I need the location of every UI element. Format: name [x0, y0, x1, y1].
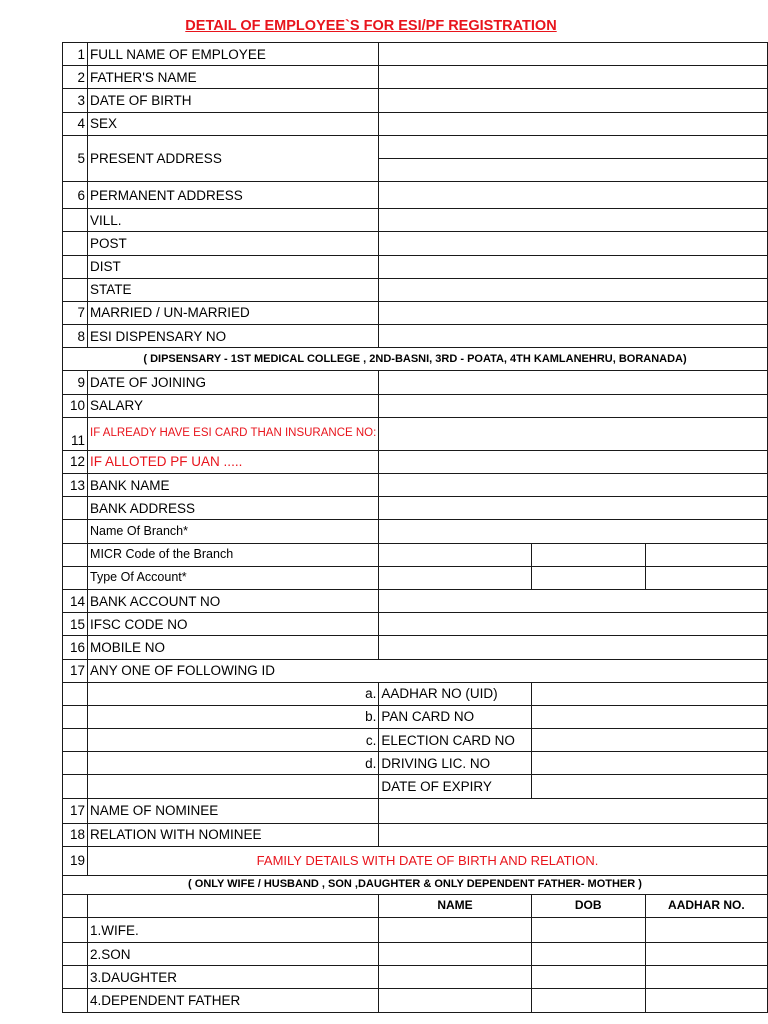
family-dob-input-cell[interactable] [531, 966, 645, 989]
form-row [63, 659, 768, 682]
row-number-empty [63, 682, 88, 705]
form-row [63, 450, 768, 473]
field-label: SEX [88, 112, 379, 135]
family-header-empty [88, 894, 379, 917]
family-dob-input-cell[interactable] [531, 943, 645, 966]
row-number: 1 [63, 43, 88, 66]
dispensary-note: ( DIPSENSARY - 1ST MEDICAL COLLEGE , 2ND-BASNI, 3RD - POATA, 4TH KAMLANEHRU, BORANADA) [63, 348, 768, 371]
family-note: ( ONLY WIFE / HUSBAND , SON ,DAUGHTER & ONLY DEPENDENT FATHER- MOTHER ) [63, 875, 768, 894]
row-number-empty [63, 752, 88, 775]
election-card-input-cell[interactable] [531, 729, 767, 752]
row-number-empty [63, 232, 88, 255]
form-row [63, 846, 768, 875]
form-row [63, 182, 768, 209]
family-row [63, 943, 768, 966]
field-label: PERMANENT ADDRESS [88, 182, 379, 209]
field-label: AADHAR NO (UID) [379, 682, 531, 705]
micr-input-cell-2[interactable] [531, 543, 645, 566]
row-number-empty [63, 729, 88, 752]
state-input-cell[interactable] [379, 278, 768, 301]
form-row [63, 798, 768, 823]
form-row [63, 613, 768, 636]
present-address-line-2[interactable] [379, 158, 768, 181]
field-label: FULL NAME OF EMPLOYEE [88, 43, 379, 66]
field-label: FATHER'S NAME [88, 66, 379, 89]
row-number: 5 [63, 135, 88, 181]
field-label: MICR Code of the Branch [88, 543, 379, 566]
family-dob-input-cell[interactable] [531, 989, 645, 1012]
bank-name-input-cell[interactable] [379, 474, 768, 497]
row-number: 17 [63, 659, 88, 682]
present-address-line-1[interactable] [379, 135, 768, 158]
family-name-input-cell[interactable] [379, 966, 531, 989]
full-name-input-cell[interactable] [379, 43, 768, 66]
row-number-empty [63, 943, 88, 966]
father-name-input-cell[interactable] [379, 66, 768, 89]
field-label: BANK ACCOUNT NO [88, 589, 379, 612]
form-row [63, 301, 768, 324]
account-type-input-cell-3[interactable] [645, 566, 767, 589]
form-row [63, 394, 768, 417]
family-relation-label: 2.SON [88, 943, 379, 966]
ifsc-input-cell[interactable] [379, 613, 768, 636]
row-number-empty [63, 894, 88, 917]
form-row [63, 43, 768, 66]
form-row [63, 417, 768, 450]
row-number-empty [63, 543, 88, 566]
esi-dispensary-input-cell[interactable] [379, 325, 768, 348]
mobile-input-cell[interactable] [379, 636, 768, 659]
field-label: STATE [88, 278, 379, 301]
family-relation-label: 1.WIFE. [88, 918, 379, 943]
field-label: DRIVING LIC. NO [379, 752, 531, 775]
row-number: 2 [63, 66, 88, 89]
field-label: POST [88, 232, 379, 255]
aadhar-input-cell[interactable] [531, 682, 767, 705]
field-label: VILL. [88, 209, 379, 232]
field-label: MOBILE NO [88, 636, 379, 659]
salary-input-cell[interactable] [379, 394, 768, 417]
district-input-cell[interactable] [379, 255, 768, 278]
expiry-date-input-cell[interactable] [531, 775, 767, 798]
row-number-empty [63, 255, 88, 278]
row-number-empty [63, 705, 88, 728]
registration-form-table [62, 42, 768, 1013]
family-header-dob: DOB [531, 894, 645, 917]
row-number: 10 [63, 394, 88, 417]
id-letter: a. [88, 682, 379, 705]
family-header-aadhar: AADHAR NO. [645, 894, 767, 917]
nominee-name-input-cell[interactable] [379, 798, 768, 823]
form-row [63, 589, 768, 612]
field-label: PAN CARD NO [379, 705, 531, 728]
field-label: BANK NAME [88, 474, 379, 497]
row-number: 11 [63, 417, 88, 450]
form-row [63, 875, 768, 894]
field-label: IFSC CODE NO [88, 613, 379, 636]
row-number-empty [63, 989, 88, 1012]
dob-input-cell[interactable] [379, 89, 768, 112]
family-name-input-cell[interactable] [379, 918, 531, 943]
row-number-empty [63, 966, 88, 989]
account-type-input-cell-2[interactable] [531, 566, 645, 589]
form-row [63, 775, 768, 798]
row-number-empty [63, 918, 88, 943]
id-letter-empty [88, 775, 379, 798]
form-row [63, 705, 768, 728]
family-dob-input-cell[interactable] [531, 918, 645, 943]
sex-input-cell[interactable] [379, 112, 768, 135]
form-row [63, 232, 768, 255]
field-label: DATE OF JOINING [88, 371, 379, 394]
family-relation-label: 4.DEPENDENT FATHER [88, 989, 379, 1012]
row-number: 8 [63, 325, 88, 348]
row-number: 15 [63, 613, 88, 636]
row-number-empty [63, 278, 88, 301]
row-number: 13 [63, 474, 88, 497]
family-aadhar-input-cell[interactable] [645, 966, 767, 989]
field-label: PRESENT ADDRESS [88, 135, 379, 181]
form-row [63, 823, 768, 846]
form-row [63, 636, 768, 659]
family-row [63, 966, 768, 989]
joining-date-input-cell[interactable] [379, 371, 768, 394]
marital-status-input-cell[interactable] [379, 301, 768, 324]
form-row [63, 752, 768, 775]
form-row [63, 497, 768, 520]
id-letter: c. [88, 729, 379, 752]
field-label: SALARY [88, 394, 379, 417]
pan-input-cell[interactable] [531, 705, 767, 728]
nominee-relation-input-cell[interactable] [379, 823, 768, 846]
family-relation-label: 3.DAUGHTER [88, 966, 379, 989]
form-row [63, 371, 768, 394]
row-number: 3 [63, 89, 88, 112]
form-row [63, 66, 768, 89]
id-letter: d. [88, 752, 379, 775]
family-details-heading: FAMILY DETAILS WITH DATE OF BIRTH AND RELATION. [88, 846, 768, 875]
row-number: 17 [63, 798, 88, 823]
field-label: Name Of Branch* [88, 520, 379, 543]
row-number: 14 [63, 589, 88, 612]
field-label: ELECTION CARD NO [379, 729, 531, 752]
row-number-empty [63, 209, 88, 232]
village-input-cell[interactable] [379, 209, 768, 232]
account-no-input-cell[interactable] [379, 589, 768, 612]
field-label: DATE OF BIRTH [88, 89, 379, 112]
field-label: Type Of Account* [88, 566, 379, 589]
form-row [63, 89, 768, 112]
form-row [63, 348, 768, 371]
form-title: DETAIL OF EMPLOYEE`S FOR ESI/PF REGISTRATION [185, 18, 557, 34]
row-number: 18 [63, 823, 88, 846]
form-row [63, 520, 768, 543]
driving-licence-input-cell[interactable] [531, 752, 767, 775]
family-name-input-cell[interactable] [379, 943, 531, 966]
family-row [63, 989, 768, 1012]
row-number: 6 [63, 182, 88, 209]
row-number: 19 [63, 846, 88, 875]
family-aadhar-input-cell[interactable] [645, 989, 767, 1012]
id-letter: b. [88, 705, 379, 728]
form-row [63, 474, 768, 497]
form-row [63, 894, 768, 917]
insurance-no-input-cell[interactable] [379, 417, 768, 450]
pf-uan-input-cell[interactable] [379, 450, 768, 473]
field-label: NAME OF NOMINEE [88, 798, 379, 823]
family-aadhar-input-cell[interactable] [645, 918, 767, 943]
field-label: ANY ONE OF FOLLOWING ID [88, 659, 768, 682]
form-row [63, 112, 768, 135]
post-input-cell[interactable] [379, 232, 768, 255]
field-label: IF ALREADY HAVE ESI CARD THAN INSURANCE NO: [88, 417, 379, 450]
field-label: DATE OF EXPIRY [379, 775, 531, 798]
field-label: RELATION WITH NOMINEE [88, 823, 379, 846]
family-name-input-cell[interactable] [379, 989, 531, 1012]
row-number: 9 [63, 371, 88, 394]
micr-input-cell-1[interactable] [379, 543, 531, 566]
family-aadhar-input-cell[interactable] [645, 943, 767, 966]
field-label: BANK ADDRESS [88, 497, 379, 520]
form-row [63, 255, 768, 278]
row-number-empty [63, 775, 88, 798]
form-row [63, 209, 768, 232]
permanent-address-input-cell[interactable] [379, 182, 768, 209]
form-row [63, 543, 768, 566]
row-number: 7 [63, 301, 88, 324]
field-label: DIST [88, 255, 379, 278]
micr-input-cell-3[interactable] [645, 543, 767, 566]
family-header-name: NAME [379, 894, 531, 917]
field-label: ESI DISPENSARY NO [88, 325, 379, 348]
row-number-empty [63, 566, 88, 589]
row-number: 12 [63, 450, 88, 473]
form-row [63, 566, 768, 589]
branch-name-input-cell[interactable] [379, 520, 768, 543]
field-label: IF ALLOTED PF UAN ..... [88, 450, 379, 473]
family-row [63, 918, 768, 943]
row-number-empty [63, 520, 88, 543]
account-type-input-cell-1[interactable] [379, 566, 531, 589]
bank-address-input-cell[interactable] [379, 497, 768, 520]
form-row [63, 278, 768, 301]
row-number: 4 [63, 112, 88, 135]
field-label: MARRIED / UN-MARRIED [88, 301, 379, 324]
form-row [63, 325, 768, 348]
form-row [63, 682, 768, 705]
row-number: 16 [63, 636, 88, 659]
form-row [63, 135, 768, 158]
form-row [63, 729, 768, 752]
row-number-empty [63, 497, 88, 520]
